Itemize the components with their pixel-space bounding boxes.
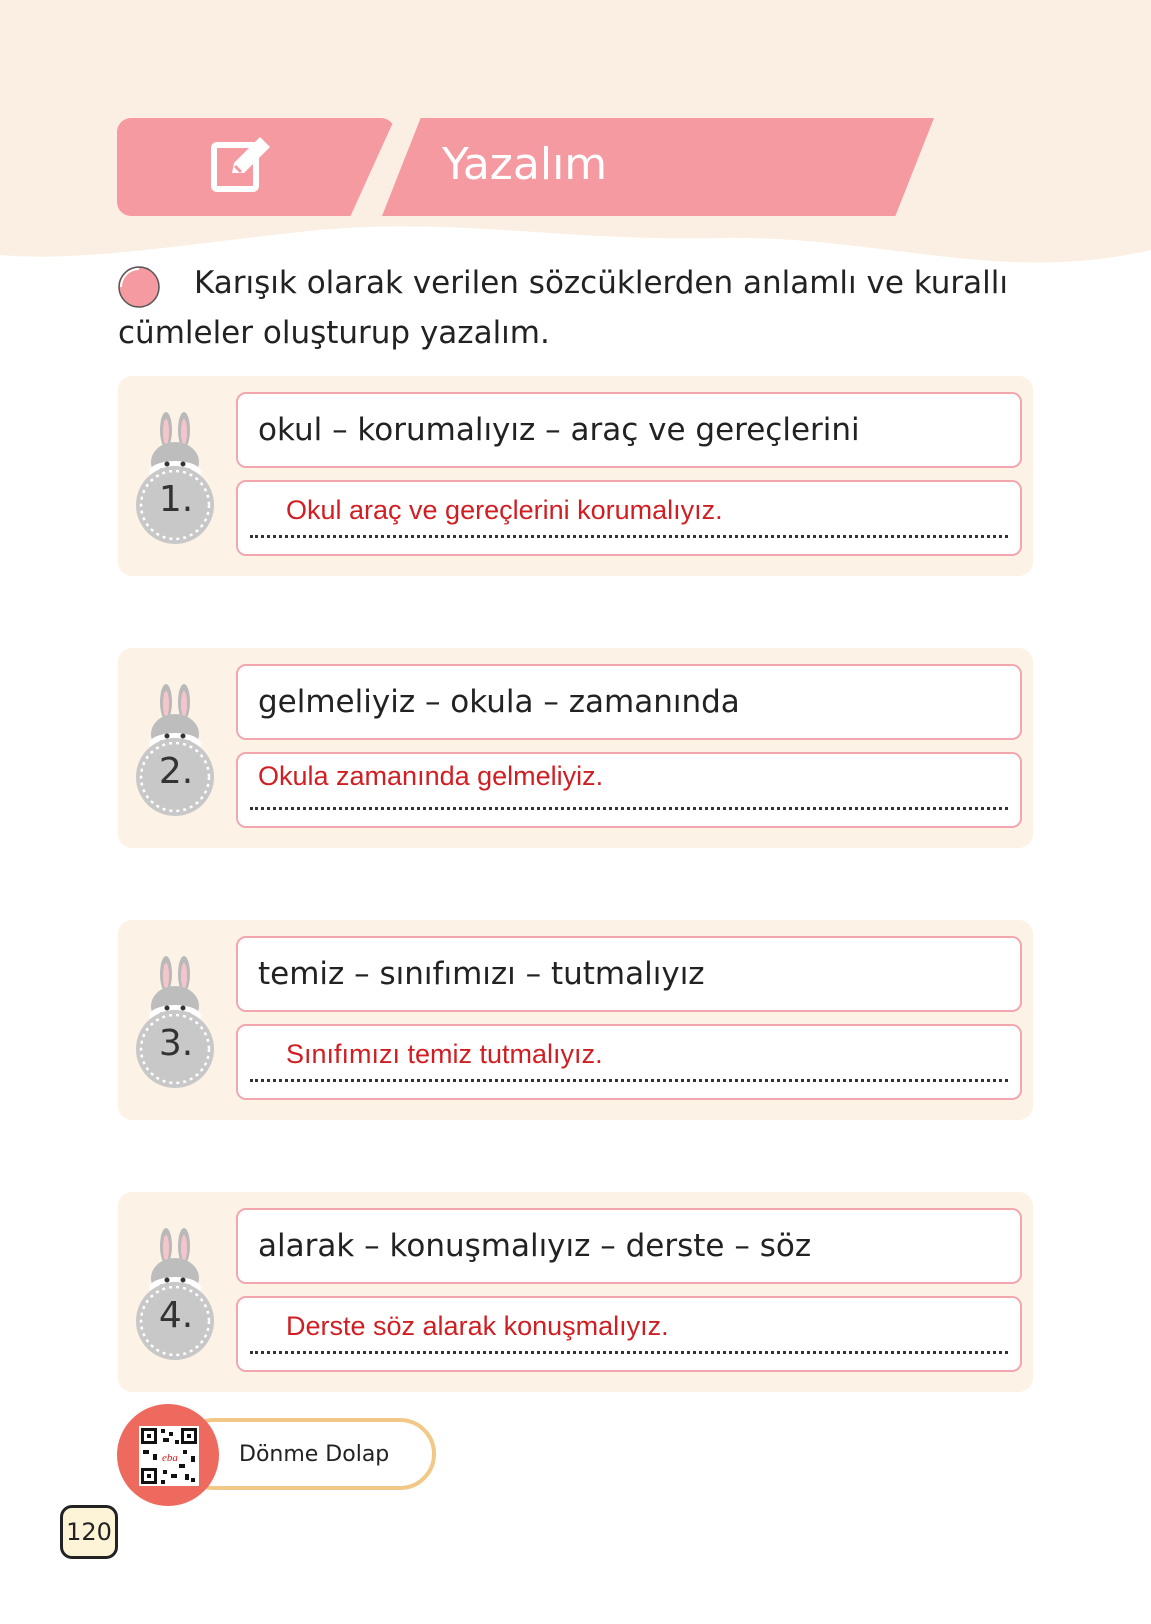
answer-box[interactable] <box>236 752 1022 828</box>
scrambled-words-box <box>236 1208 1022 1284</box>
instruction-text: Karışık olarak verilen sözcüklerden anlamlı ve kurallı cümleler oluşturup yazalım. <box>118 265 1008 351</box>
exercise-item-2 <box>118 648 1033 848</box>
qr-logo-text: eba <box>162 1452 178 1464</box>
scrambled-words-box <box>236 664 1022 740</box>
dotted-writing-line <box>250 807 1008 810</box>
edit-note-icon <box>210 133 274 197</box>
scrambled-words: okul – korumalıyız – araç ve gereçlerini <box>258 412 860 448</box>
bunny-badge-icon <box>135 406 217 546</box>
dotted-writing-line <box>250 1351 1008 1354</box>
item-number: 2. <box>158 751 194 792</box>
scrambled-words-box <box>236 392 1022 468</box>
dotted-writing-line <box>250 535 1008 538</box>
exercise-item-1 <box>118 376 1033 576</box>
item-number: 1. <box>158 479 194 520</box>
bunny-badge-icon <box>135 678 217 818</box>
answer-box[interactable] <box>236 1024 1022 1100</box>
scrambled-words-box <box>236 936 1022 1012</box>
item-number: 3. <box>158 1023 194 1064</box>
bunny-badge-icon <box>135 1222 217 1362</box>
answer-text: Derste söz alarak konuşmalıyız. <box>286 1311 669 1341</box>
exercise-item-3 <box>118 920 1033 1120</box>
scrambled-words: temiz – sınıfımızı – tutmalıyız <box>258 956 705 992</box>
answer-text: Okul araç ve gereçlerini korumalıyız. <box>286 495 723 525</box>
item-number: 4. <box>158 1295 194 1336</box>
bunny-badge-icon <box>135 950 217 1090</box>
answer-box[interactable] <box>236 480 1022 556</box>
dotted-writing-line <box>250 1079 1008 1082</box>
answer-box[interactable] <box>236 1296 1022 1372</box>
exercise-item-4 <box>118 1192 1033 1392</box>
page-number: 120 <box>66 1518 112 1546</box>
resource-label: Dönme Dolap <box>239 1442 390 1467</box>
answer-text: Okula zamanında gelmeliyiz. <box>258 761 604 791</box>
qr-code-icon[interactable] <box>139 1426 199 1486</box>
scrambled-words: alarak – konuşmalıyız – derste – söz <box>258 1228 812 1264</box>
page-title: Yazalım <box>442 139 608 190</box>
answer-text: Sınıfımızı temiz tutmalıyız. <box>286 1039 603 1069</box>
scrambled-words: gelmeliyiz – okula – zamanında <box>258 684 740 720</box>
